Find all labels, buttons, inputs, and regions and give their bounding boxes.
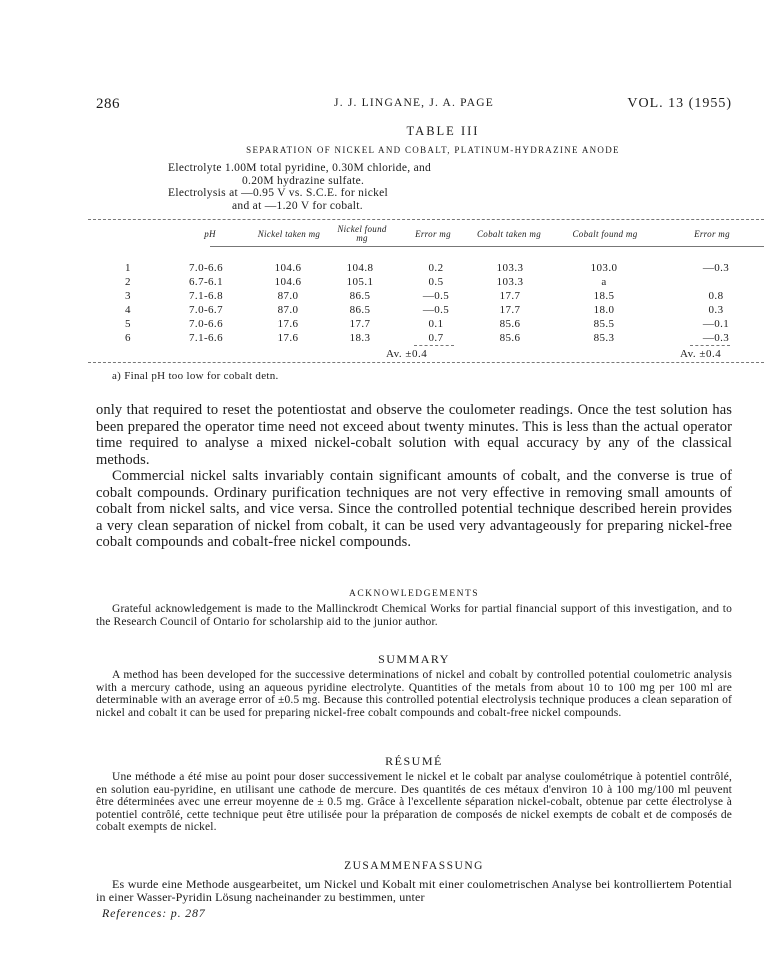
table-row [0,332,768,346]
resume-text [96,771,732,834]
cell-cobalt-found: 18.0 [593,304,615,316]
table-caption: SEPARATION OF NICKEL AND COBALT, PLATINUM-HYDRAZINE ANODE [246,145,620,155]
acknowledgements-text [96,603,732,628]
cell-nickel-found: 17.7 [349,318,371,330]
header-bottom-rule [210,246,764,247]
cell-nickel-taken: 87.0 [277,290,299,302]
cell-cobalt-taken: 103.3 [496,262,524,274]
resume-heading: RÉSUMÉ [385,754,443,768]
average-label: Av. [680,348,697,360]
cell-cobalt-found: 18.5 [593,290,615,302]
cell-ph: 7.0-6.6 [189,318,223,330]
cell-cobalt-taken: 85.6 [499,318,521,330]
cell-ph: 7.0-6.7 [189,304,223,316]
cell-nickel-found: 86.5 [349,290,371,302]
cell-nickel-taken: 17.6 [277,318,299,330]
acknowledgements-paragraph: Grateful acknowledgement is made to the Mallinckrodt Chemical Works for partial financial support of this investigation, and to the Research Council of Ontario for scholarship aid to the junior author. [96,603,732,628]
average-nickel-value: ±0.4 [405,348,428,360]
cell-nickel-found: 105.1 [346,276,374,288]
cell-nickel-error: —0.5 [422,290,450,302]
average-cobalt-value: ±0.4 [699,348,722,360]
cell-cobalt-found: 85.5 [593,318,615,330]
cell-cobalt-taken: 17.7 [499,290,521,302]
cell-cobalt-error: —0.1 [702,318,730,330]
cell-nickel-taken: 104.6 [274,276,302,288]
cell-ph: 6.7-6.1 [189,276,223,288]
table-row [0,290,768,304]
column-header-nickel-taken: Nickel taken mg [257,229,321,239]
column-header-cobalt-found: Cobalt found mg [572,229,638,239]
column-header-cobalt-taken: Cobalt taken mg [477,229,541,239]
cell-nickel-error: 0.1 [428,318,444,330]
zusammenfassung-text [96,878,732,904]
table-note-line: Electrolyte 1.00M total pyridine, 0.30M chloride, and [168,162,432,174]
table-bottom-rule [88,362,764,363]
column-header-cobalt-error: Error mg [694,229,730,239]
acknowledgements-heading: ACKNOWLEDGEMENTS [348,589,480,599]
table-note-line: 0.20M hydrazine sulfate. [242,174,365,187]
body-paragraph: only that required to reset the potentiostat and observe the coulometer readings. Once the test solution has been prepared the operator time need not exceed about twenty minutes. This is less than the actual operator time required to analyse a mixed nickel-cobalt solution with equal accuracy by any of the classical methods. [96,402,732,468]
column-header-ph: pH [204,229,216,239]
cell-nickel-found: 18.3 [349,332,371,344]
column-header-nickel-found: Nickel found mg [337,224,387,243]
row-number: 6 [125,332,131,344]
row-number: 1 [125,262,131,274]
zusammenfassung-paragraph: Es wurde eine Methode ausgearbeitet, um Nickel und Kobalt mit einer coulometrischen Analyse bei kontrolliertem Potential in einer Wasser-Pyridin Lösung nacheinander zu bestimmen, unter [96,877,732,904]
cell-nickel-error: 0.5 [428,276,444,288]
cell-nickel-taken: 87.0 [277,304,299,316]
table-label: TABLE III [406,124,480,138]
average-cobalt [680,348,721,360]
volume-label: VOL. 13 (1955) [627,96,732,111]
summary-text [96,669,732,719]
average-rule-nickel [414,345,454,346]
running-head-authors: J. J. LINGANE, J. A. PAGE [334,97,494,109]
cell-cobalt-taken: 17.7 [499,304,521,316]
body-text [96,402,732,551]
cell-ph: 7.0-6.6 [189,262,223,274]
cell-cobalt-error: —0.3 [702,332,730,344]
table-header-block [88,124,758,212]
table-note-line: Electrolysis at —0.95 V vs. S.C.E. for nickel [168,187,389,199]
table-row [0,276,768,290]
cell-ph: 7.1-6.8 [189,290,223,302]
cell-cobalt-taken: 103.3 [496,276,524,288]
running-head [96,96,732,116]
cell-cobalt-error: —0.3 [702,262,730,274]
cell-nickel-taken: 17.6 [277,332,299,344]
table-footnote: a) Final pH too low for cobalt detn. [112,370,279,382]
cell-nickel-error: —0.5 [422,304,450,316]
cell-cobalt-error: 0.8 [708,290,724,302]
table-top-rule [88,219,764,220]
cell-nickel-found: 104.8 [346,262,374,274]
cell-cobalt-found: 85.3 [593,332,615,344]
column-header-nickel-error: Error mg [415,229,451,239]
table-note-line: and at —1.20 V for cobalt. [232,199,363,212]
body-paragraph-text: Commercial nickel salts invariably contain significant amounts of cobalt, and the converse is true of cobalt compounds. Ordinary purification techniques are not very effective in removing small amounts of cobalt from nickel salts, and vice versa. Since the controlled potential technique described herein provides a very clean separation of nickel from cobalt, it can be used very advantageously for preparing nickel-free cobalt compounds and cobalt-free nickel compounds. [96,468,732,550]
summary-paragraph: A method has been developed for the successive determinations of nickel and cobalt by controlled potential coulometric analysis with a mercury cathode, using an aqueous pyridine electrolyte. Quantities of the metals from about 10 to 100 mg per 100 ml are determinable with an average error of ±0.5 mg. Because this controlled potential electrolysis technique produces a clean separation of nickel and cobalt it can be used for preparing nickel-free cobalt compounds and cobalt-free nickel compounds. [96,669,732,719]
average-nickel [386,348,427,360]
average-label: Av. [386,348,403,360]
cell-nickel-error: 0.7 [428,332,444,344]
cell-cobalt-error: 0.3 [708,304,724,316]
row-number: 2 [125,276,131,288]
zusammenfassung-heading: ZUSAMMENFASSUNG [344,860,484,872]
row-number: 4 [125,304,131,316]
cell-ph: 7.1-6.6 [189,332,223,344]
table-row [0,304,768,318]
references-note: References: p. 287 [102,906,206,920]
resume-paragraph: Une méthode a été mise au point pour doser successivement le nickel et le cobalt par analyse coulométrique à potentiel contrôlé, en solution eau-pyridine, en utilisant une cathode de mercure. Des quantités de ces métaux d'environ 10 à 100 mg/100 ml peuvent être déterminées avec une erreur moyenne de ± 0.5 mg. Grâce à l'excellente séparation nickel-cobalt, obtenue par cette électrolyse à potentiel contrôlé, cette technique peut être utilisée pour la préparation de composés de nickel exempts de cobalt et de composés de cobalt exempts de nickel. [96,771,732,833]
average-rule-cobalt [690,345,730,346]
cell-cobalt-taken: 85.6 [499,332,521,344]
cell-nickel-error: 0.2 [428,262,444,274]
row-number: 3 [125,290,131,302]
row-number: 5 [125,318,131,330]
body-paragraph [96,468,732,551]
table-row [0,262,768,276]
cell-nickel-taken: 104.6 [274,262,302,274]
summary-heading: SUMMARY [378,652,450,666]
cell-cobalt-found: a [601,276,607,288]
cell-cobalt-found: 103.0 [590,262,618,274]
page-number: 286 [96,96,120,112]
table-row [0,318,768,332]
table-notes [168,162,758,212]
cell-nickel-found: 86.5 [349,304,371,316]
